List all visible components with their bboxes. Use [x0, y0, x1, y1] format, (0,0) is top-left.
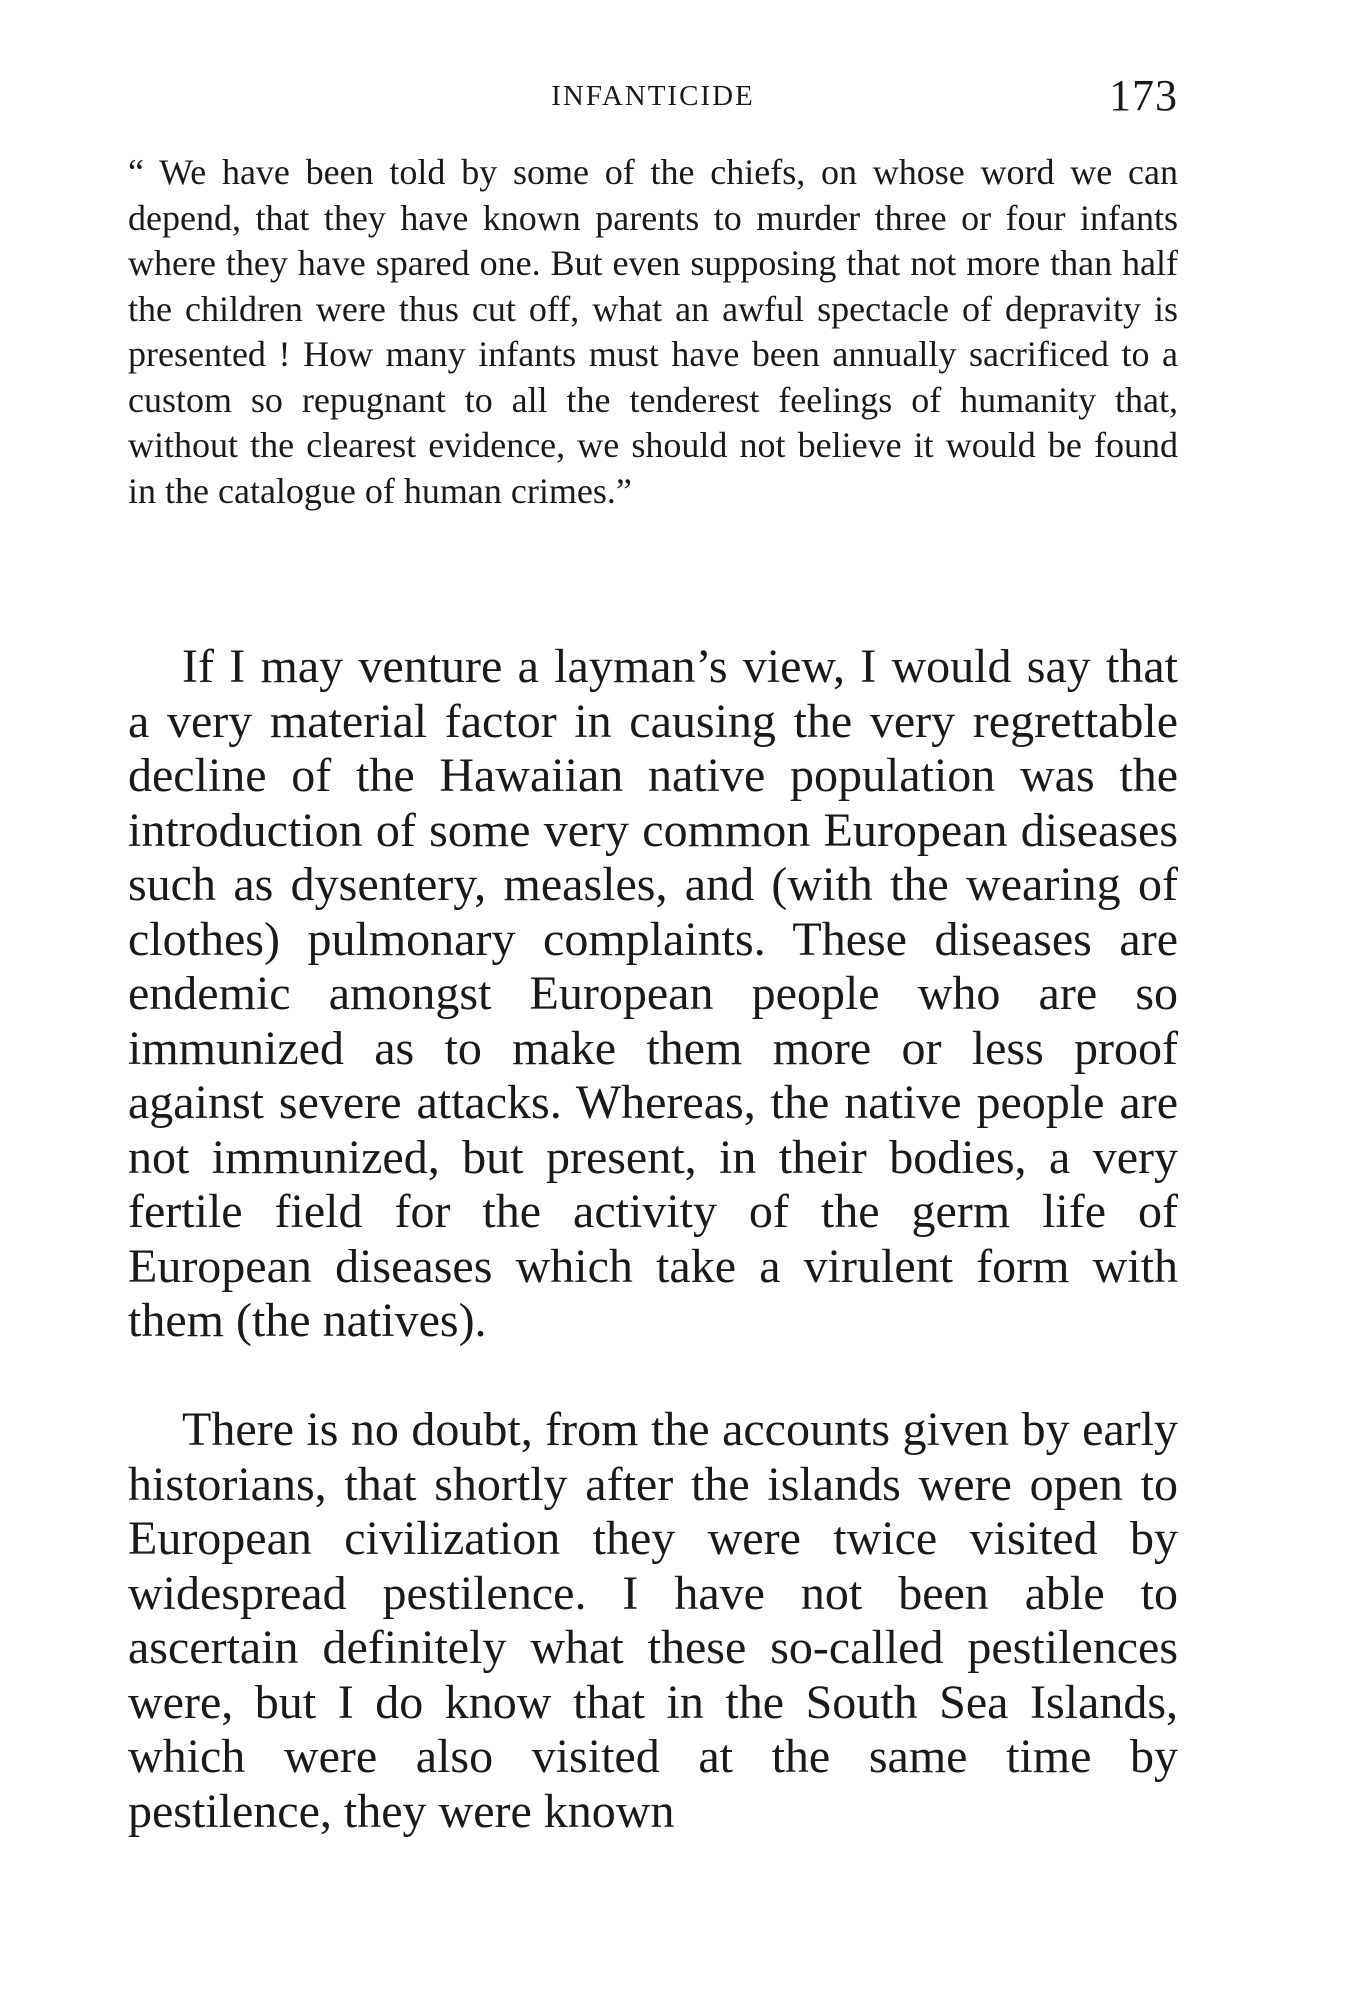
body-paragraph-1: If I may venture a layman’s view, I would say that a very material factor in causing the very regrettable decline of the Hawaiian native population was the introduction of some very common European diseases such as dysentery, measles, and (with the wearing of clothes) pulmonary complaints. These diseases are endemic amongst European people who are so immunized as to make them more or less proof against severe attacks. Whereas, the native people are not immunized, but present, in their bodies, a very fertile field for the activity of the germ life of European diseases which take a virulent form with them (the natives).	[128, 640, 1178, 1347]
block-quote: “ We have been told by some of the chiefs, on whose word we can depend, that they have known parents to murder three or four infants where they have spared one. But even supposing that not more than half the children were thus cut off, what an awful spectacle of depravity is presented ! How many infants must have been annually sacrificed to a custom so repugnant to all the tenderest feelings of humanity that, without the clearest evidence, we should not believe it would be found in the catalogue of human crimes.”	[128, 152, 1178, 511]
page-header	[128, 70, 1178, 130]
page-number: 173	[1109, 71, 1178, 120]
body-paragraph-2: There is no doubt, from the accounts given by early historians, that shortly after the islands were open to European civilization they were twice visited by widespread pestilence. I have not been able to ascertain definitely what these so-called pestilences were, but I do know that in the South Sea Islands, which were also visited at the same time by pestilence, they were known	[128, 1403, 1178, 1838]
running-title: INFANTICIDE	[551, 80, 755, 112]
